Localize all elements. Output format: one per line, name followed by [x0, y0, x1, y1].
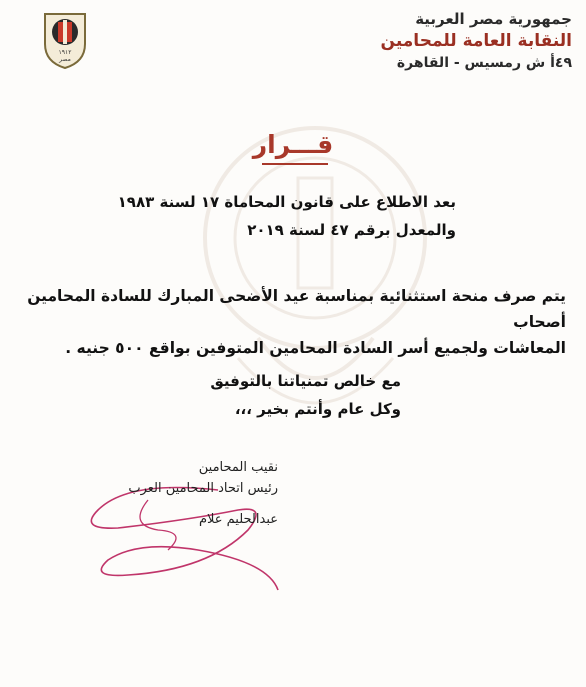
- body-line: المعاشات ولجميع أسر السادة المحامين المتوفين بواقع ٥٠٠ جنيه .: [65, 339, 566, 357]
- closing-line: وكل عام وأنتم بخير ،،،: [234, 400, 401, 418]
- body-line: يتم صرف منحة استثنائية بمناسبة عيد الأضحى المبارك للسادة المحامين أصحاب: [27, 287, 566, 331]
- decision-body: [20, 283, 566, 361]
- signatory-name: عبدالحليم علام: [198, 512, 278, 527]
- logo-country: مصر: [59, 56, 71, 63]
- closing-block: [210, 367, 401, 423]
- reference-block: [118, 188, 456, 244]
- signature-block: [128, 457, 278, 530]
- reference-line: والمعدل برقم ٤٧ لسنة ٢٠١٩: [247, 221, 456, 239]
- logo-year: ١٩١٢: [58, 49, 72, 56]
- country-name: جمهورية مصر العربية: [415, 10, 572, 28]
- syndicate-logo: [40, 10, 90, 70]
- document-title: قـــرار: [252, 130, 334, 159]
- address: ٤٩أ ش رمسيس - القاهرة: [396, 55, 572, 71]
- syndicate-name: النقابة العامة للمحامين: [380, 31, 572, 51]
- closing-line: مع خالص تمنياتنا بالتوفيق: [210, 372, 401, 390]
- signatory-title: نقيب المحامين: [198, 460, 278, 475]
- letterhead: [332, 8, 572, 74]
- reference-line: بعد الاطلاع على قانون المحاماة ١٧ لسنة ١٩٨٣: [117, 193, 456, 211]
- title-underline: [262, 163, 328, 165]
- signatory-subtitle: رئيس اتحاد المحامين العرب: [128, 481, 278, 496]
